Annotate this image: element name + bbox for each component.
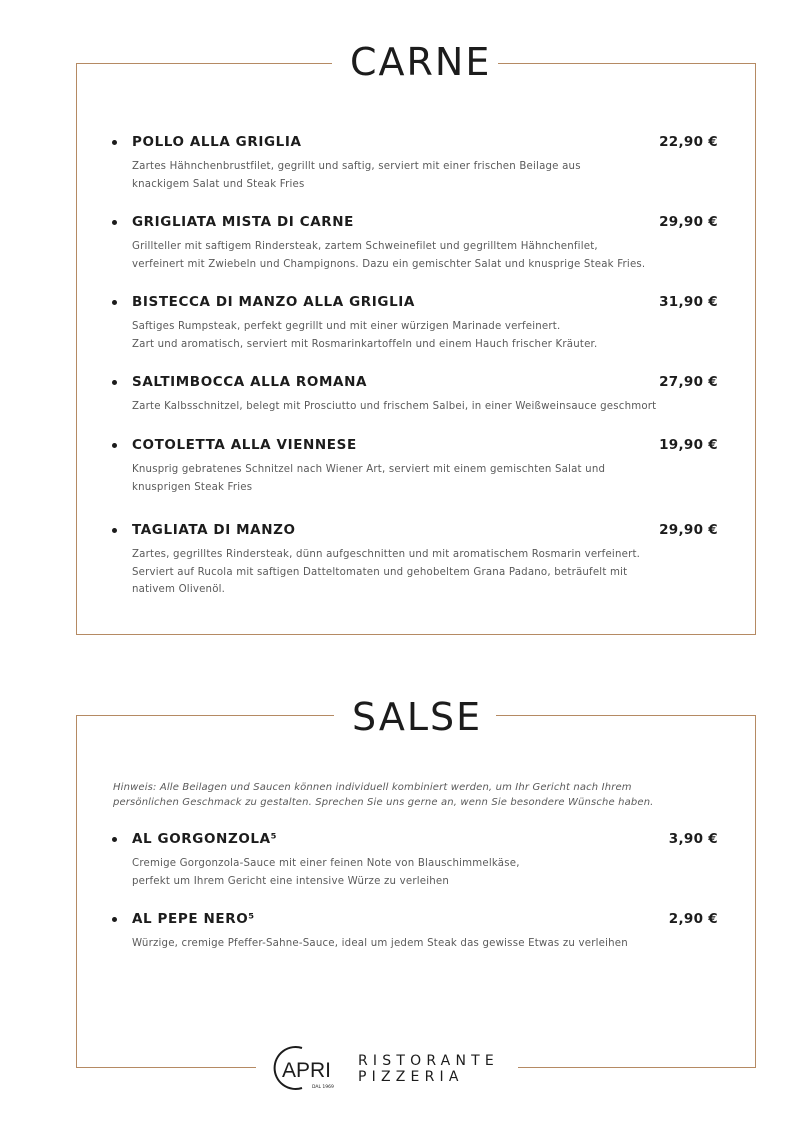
bullet-icon (112, 443, 117, 448)
item-name: BISTECCA DI MANZO ALLA GRIGLIA (132, 294, 415, 310)
item-name: TAGLIATA DI MANZO (132, 522, 296, 538)
item-name: AL PEPE NERO⁵ (132, 911, 255, 927)
item-description: Zartes, gegrilltes Rindersteak, dünn aufgeschnitten und mit aromatischem Rosmarin verfeinert. Serviert auf Rucola mit saftigen Datteltomaten und gehobeltem Grana Padano, beträufelt mit nativem Olivenöl. (132, 549, 641, 595)
logo-wordmark (358, 1053, 499, 1085)
item-price: 31,90 € (659, 294, 718, 310)
item-description: Knusprig gebratenes Schnitzel nach Wiener Art, serviert mit einem gemischten Salat und knusprigen Steak Fries (132, 464, 606, 493)
salse-hint-note: Hinweis: Alle Beilagen und Saucen können individuell kombiniert werden, um Ihr Gericht nach Ihrem persönlichen Geschmack zu gestalten. Sprechen Sie uns gerne an, wenn Sie besondere Wünsche haben. (113, 782, 654, 808)
logo-line-ristorante: RISTORANTE (358, 1053, 499, 1069)
item-description: Würzige, cremige Pfeffer-Sahne-Sauce, ideal um jedem Steak das gewisse Etwas zu verleihen (132, 938, 628, 949)
item-price: 27,90 € (659, 374, 718, 390)
logo-since-text: DAL 1969 (312, 1085, 334, 1090)
item-description: Saftiges Rumpsteak, perfekt gegrillt und mit einer würzigen Marinade verfeinert. Zart und aromatisch, serviert mit Rosmarinkartoffeln und einem Hauch frischer Kräuter. (132, 321, 598, 350)
item-description: Zarte Kalbsschnitzel, belegt mit Prosciutto und frischem Salbei, in einer Weißweinsauce geschmort (132, 401, 657, 412)
item-price: 22,90 € (659, 134, 718, 150)
bullet-icon (112, 837, 117, 842)
salse-section-frame (76, 715, 756, 1068)
item-description: Zartes Hähnchenbrustfilet, gegrillt und saftig, serviert mit einer frischen Beilage aus knackigem Salat und Steak Fries (132, 161, 581, 190)
item-description: Grillteller mit saftigem Rindersteak, zartem Schweinefilet und gegrilltem Hähnchenfilet, verfeinert mit Zwiebeln und Champignons. Dazu ein gemischter Salat und knusprige Steak Fries. (132, 241, 646, 270)
bullet-icon (112, 917, 117, 922)
logo-brand-text: APRI (282, 1059, 332, 1082)
menu-item-bistecca-di-manzo (112, 294, 718, 353)
frame-bottom-left-line (76, 1067, 256, 1068)
item-name: SALTIMBOCCA ALLA ROMANA (132, 374, 368, 390)
item-price: 2,90 € (668, 911, 718, 927)
carne-section-title: CARNE (332, 40, 498, 84)
capri-logo (272, 1044, 502, 1094)
menu-item-grigliata-mista (112, 214, 718, 273)
bullet-icon (112, 140, 117, 145)
menu-item-pollo-alla-griglia (112, 134, 718, 193)
item-price: 3,90 € (668, 831, 718, 847)
menu-item-al-pepe-nero (112, 911, 718, 953)
menu-item-cotoletta (112, 437, 718, 496)
item-price: 29,90 € (659, 214, 718, 230)
salse-section-title: SALSE (334, 695, 496, 739)
item-price: 19,90 € (659, 437, 718, 453)
item-name: AL GORGONZOLA⁵ (132, 831, 278, 847)
bullet-icon (112, 380, 117, 385)
bullet-icon (112, 528, 117, 533)
menu-item-al-gorgonzola (112, 831, 718, 890)
logo-line-pizzeria: PIZZERIA (358, 1069, 464, 1085)
item-price: 29,90 € (659, 522, 718, 538)
capri-logo-mark-icon (272, 1044, 342, 1092)
item-name: GRIGLIATA MISTA DI CARNE (132, 214, 355, 230)
menu-item-tagliata-di-manzo (112, 522, 718, 599)
item-name: COTOLETTA ALLA VIENNESE (132, 437, 357, 453)
frame-bottom-right-line (518, 1067, 756, 1068)
bullet-icon (112, 220, 117, 225)
item-name: POLLO ALLA GRIGLIA (132, 134, 302, 150)
bullet-icon (112, 300, 117, 305)
item-description: Cremige Gorgonzola-Sauce mit einer feinen Note von Blauschimmelkäse, perfekt um Ihrem Gericht eine intensive Würze zu verleihen (132, 858, 520, 887)
menu-item-saltimbocca (112, 374, 718, 416)
